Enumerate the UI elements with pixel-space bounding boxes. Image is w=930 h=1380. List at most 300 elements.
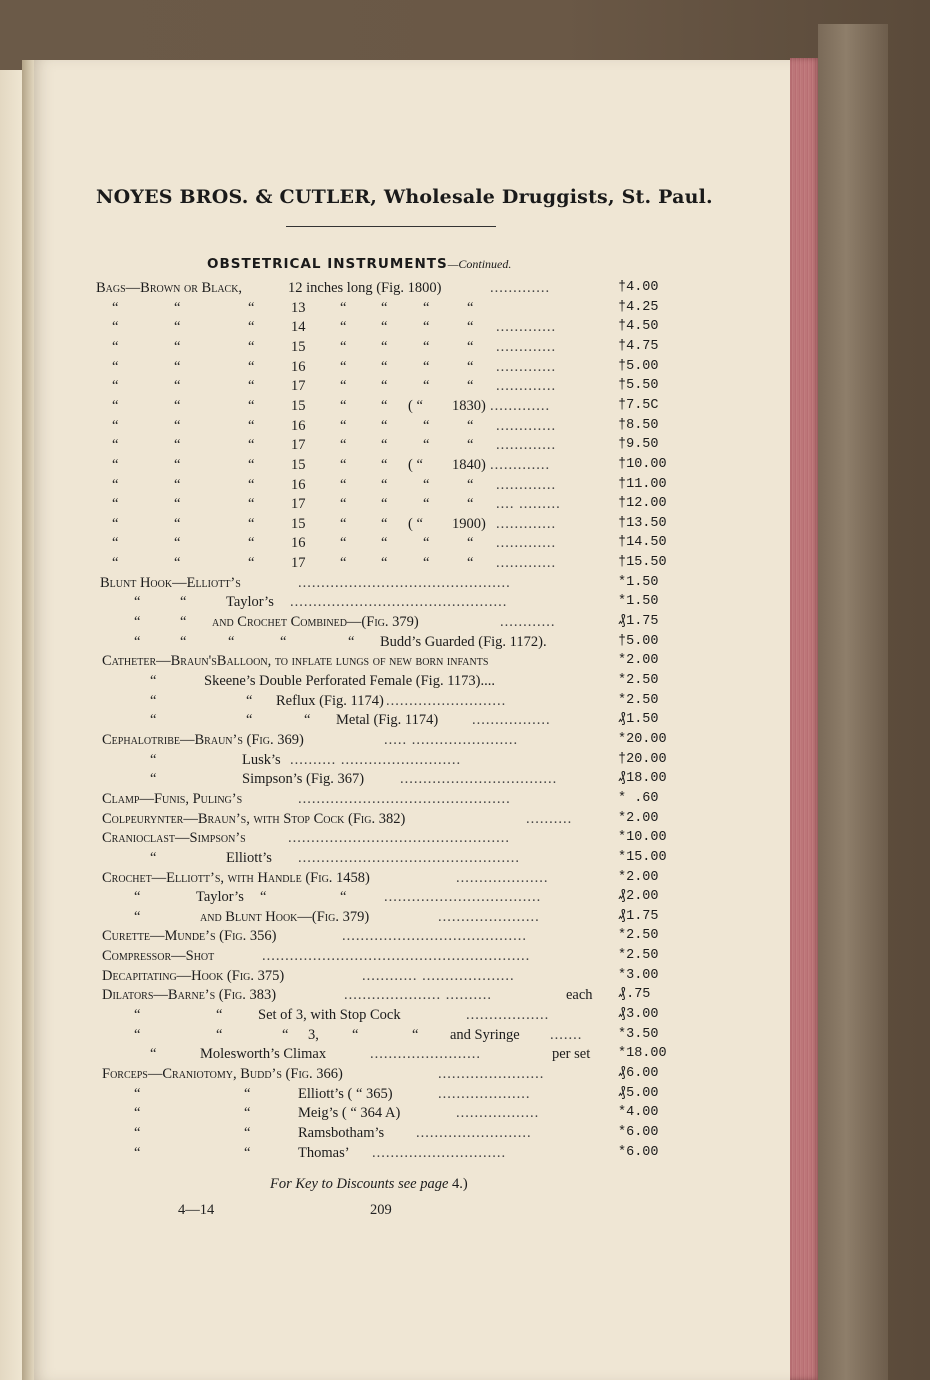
item-price: *2.00 [618,653,659,669]
item-text: “ [340,889,347,906]
item-text: “ [381,555,388,572]
item-text: “ [467,299,474,316]
leader-dots: ............ [500,614,556,631]
item-text: “ [467,319,474,336]
item-price: *18.00 [618,1046,667,1062]
item-text: “ [340,515,347,532]
list-item [0,1145,760,1165]
leader-dots: ............. [490,456,551,473]
item-text: 1830) [452,397,486,414]
item-text: “ [423,417,430,434]
item-text: “ [423,338,430,355]
leader-dots: ............. [490,280,551,296]
item-text: ( “ [408,456,423,473]
list-item [0,1046,760,1066]
item-price: †9.50 [618,437,659,453]
item-text: each [566,987,593,1004]
discount-note-text: For Key to Discounts see page [270,1176,449,1192]
item-text: 15 [291,338,306,355]
item-text: “ [467,417,474,434]
item-text: “ [467,496,474,513]
item-price: †5.00 [618,633,659,649]
item-text: “ [112,358,119,375]
item-text: “ [340,358,347,375]
item-text: “ [150,1046,157,1063]
item-text: Bags—Brown or Black, [96,280,243,296]
leader-dots: .............................................. [298,790,511,807]
item-text: “ [244,1085,251,1102]
item-price: †11.00 [618,476,667,492]
item-text: “ [244,1144,251,1161]
leader-dots: ............. [496,515,557,532]
item-text: “ [174,437,181,454]
item-price: ₰3.00 [618,1007,659,1023]
item-text: Ramsbotham’s [298,1124,385,1141]
list-item [0,378,760,398]
list-item [0,535,760,555]
item-text: “ [381,338,388,355]
list-item [0,752,760,772]
item-text: “ [248,358,255,375]
item-price: †5.00 [618,358,659,374]
item-text: Budd’s Guarded (Fig. 1172). [380,633,547,650]
item-text: “ [174,358,181,375]
item-price: *2.50 [618,692,659,708]
item-text: “ [340,456,347,473]
item-text: “ [174,555,181,572]
item-text: “ [381,535,388,552]
item-price: ₰.75 [618,987,651,1003]
item-text: 12 inches long (Fig. 1800) [288,280,442,296]
item-price: †12.00 [618,496,667,512]
item-text: “ [248,338,255,355]
item-price: *20.00 [618,731,667,747]
leader-dots: ................. [472,712,551,729]
list-item [0,1105,760,1125]
item-text: “ [248,515,255,532]
item-price: ₰1.75 [618,614,659,630]
item-price: *6.00 [618,1124,659,1140]
item-text: “ [381,319,388,336]
item-text: Taylor’s [196,889,244,906]
leader-dots: ................................................ [298,849,520,866]
item-text: “ [280,633,287,650]
leader-dots: ............. [496,555,557,572]
item-text: per set [552,1046,591,1063]
item-text: “ [467,535,474,552]
item-text: “ [134,889,141,906]
item-text: “ [112,378,119,395]
item-text: “ [134,1124,141,1141]
item-text: “ [134,633,141,650]
item-price: *1.50 [618,574,659,590]
item-text: Forceps—Craniotomy, Budd’s (Fig. 366) [102,1066,343,1082]
item-text: “ [134,908,141,925]
item-text: “ [381,417,388,434]
leader-dots: .......................................................... [262,948,531,965]
item-text: “ [134,1085,141,1102]
item-price: ₰6.00 [618,1066,659,1081]
item-text: “ [248,417,255,434]
item-price: *6.00 [618,1144,659,1160]
item-price: *2.50 [618,928,659,944]
item-text: “ [112,535,119,552]
item-text: “ [228,633,235,650]
list-item [0,300,760,320]
list-item [0,693,760,713]
item-text: “ [134,1007,141,1024]
item-text: “ [412,1026,419,1043]
item-price: †8.50 [618,417,659,433]
list-item [0,1027,760,1047]
item-text: “ [216,1007,223,1024]
section-title-text: OBSTETRICAL INSTRUMENTS [207,256,448,272]
leader-dots: ...................... [438,908,540,925]
list-item [0,516,760,536]
list-item [0,594,760,614]
signature-mark: 4—14 [178,1202,215,1218]
item-text: “ [282,1026,289,1043]
item-price: †14.50 [618,535,667,551]
item-text: “ [174,496,181,513]
item-text: Blunt Hook—Elliott’s [100,574,241,591]
leader-dots: .......... .......................... [290,751,462,768]
item-text: Colpeurynter—Braun’s, with Stop Cock (Fig. 382) [102,810,406,827]
item-text: Clamp—Funis, Puling’s [102,790,243,807]
leader-dots: ......................... [416,1124,532,1141]
discount-note [270,1176,468,1193]
leader-dots: ............. [496,437,557,454]
item-text: 17 [291,496,306,513]
item-text: “ [112,456,119,473]
item-price: †4.75 [618,338,659,354]
item-text: “ [112,338,119,355]
item-text: “ [248,378,255,395]
item-text: “ [174,456,181,473]
item-text: 16 [291,535,306,552]
leader-dots: ............ .................... [362,967,515,984]
list-item [0,928,760,948]
list-item [0,712,760,732]
item-text: “ [423,437,430,454]
section-continued: —Continued. [447,257,512,271]
item-text: “ [340,555,347,572]
list-item [0,653,760,673]
list-item [0,339,760,359]
item-text: Molesworth’s Climax [200,1046,327,1063]
discount-note-page: 4.) [452,1176,468,1192]
item-text: “ [340,299,347,316]
item-text: “ [340,437,347,454]
item-text: “ [467,358,474,375]
list-item [0,791,760,811]
list-item [0,477,760,497]
item-text: “ [150,849,157,866]
item-text: 15 [291,456,306,473]
item-text: “ [381,476,388,493]
item-text: “ [134,1144,141,1161]
item-text: “ [340,319,347,336]
list-item [0,968,760,988]
item-text: “ [467,555,474,572]
leader-dots: .................... [456,869,549,886]
item-text: “ [260,889,267,906]
item-text: Set of 3, with Stop Cock [258,1007,401,1024]
list-item [0,850,760,870]
leader-dots: ....................... [438,1066,545,1082]
item-text: 17 [291,437,306,454]
list-item [0,987,760,1007]
item-text: Cranioclast—Simpson’s [102,830,246,847]
item-text: “ [112,476,119,493]
item-text: 13 [291,299,306,316]
item-text: “ [348,633,355,650]
item-price: ₰5.00 [618,1085,659,1101]
item-text: 17 [291,378,306,395]
item-text: “ [248,535,255,552]
item-text: “ [112,496,119,513]
list-item [0,575,760,595]
item-text: “ [248,456,255,473]
item-text: “ [150,771,157,788]
item-text: “ [150,673,157,689]
page-number: 209 [370,1202,392,1218]
item-text: “ [248,437,255,454]
item-text: 16 [291,358,306,375]
item-text: Skeene’s Double Perforated Female (Fig. 1173).... [204,673,496,689]
item-text: “ [423,555,430,572]
item-text: “ [381,378,388,395]
item-text: “ [381,437,388,454]
item-text: “ [423,299,430,316]
leader-dots: .............................................. [298,574,511,591]
list-item [0,830,760,850]
item-text: “ [174,299,181,316]
item-text: “ [174,535,181,552]
item-text: “ [134,1105,141,1122]
item-price: *2.00 [618,810,659,826]
item-text: “ [180,633,187,650]
item-price: *4.00 [618,1105,659,1121]
list-item [0,319,760,339]
list-item [0,614,760,634]
item-price: * .60 [618,790,659,806]
item-text: Curette—Munde’s (Fig. 356) [102,928,277,945]
list-item [0,398,760,418]
item-price: *2.00 [618,869,659,885]
item-text: “ [112,437,119,454]
item-text: “ [423,496,430,513]
item-price: *1.50 [618,594,659,610]
list-item [0,280,760,300]
item-text: “ [423,476,430,493]
list-item [0,457,760,477]
item-text: Cephalotribe—Braun’s (Fig. 369) [102,731,304,748]
item-text: Catheter—Braun'sBalloon, to inflate lungs of new born infants [102,653,489,670]
item-text: Taylor’s [226,594,274,611]
item-text: Crochet—Elliott’s, with Handle (Fig. 1458) [102,869,370,886]
list-item [0,1007,760,1027]
item-text: and Blunt Hook—(Fig. 379) [200,908,370,925]
item-text: “ [340,378,347,395]
item-text: “ [340,397,347,414]
item-price: †5.50 [618,378,659,394]
leader-dots: ............................. [372,1144,507,1161]
item-text: “ [304,712,311,729]
item-text: Dilators—Barne’s (Fig. 383) [102,987,277,1004]
item-text: “ [112,299,119,316]
list-item [0,771,760,791]
leader-dots: .................... [438,1085,531,1102]
item-text: “ [340,417,347,434]
page-fore-edge [790,58,820,1380]
item-text: “ [340,338,347,355]
item-text: “ [246,712,253,729]
item-text: “ [216,1026,223,1043]
list-item [0,889,760,909]
item-price: †15.50 [618,555,667,571]
item-text: “ [467,338,474,355]
list-item [0,359,760,379]
item-text: “ [180,594,187,611]
item-text: “ [174,417,181,434]
item-text: “ [180,614,187,631]
item-price: *10.00 [618,830,667,846]
item-text: “ [112,319,119,336]
item-text: “ [112,555,119,572]
leader-dots: .... ......... [496,496,561,513]
item-text: “ [381,299,388,316]
item-text: “ [134,614,141,631]
item-text: 1840) [452,456,486,473]
item-text: 15 [291,397,306,414]
item-text: “ [248,397,255,414]
item-text: “ [150,692,157,709]
item-text: “ [340,476,347,493]
item-text: 1900) [452,515,486,532]
leader-dots: ..... ....................... [384,731,519,748]
item-text: and Syringe [450,1026,520,1043]
item-price: ₰1.75 [618,908,659,924]
leader-dots: ........................ [370,1046,481,1063]
item-text: “ [134,594,141,611]
list-item [0,1066,760,1086]
item-price: *2.50 [618,673,659,688]
list-item [0,673,760,693]
list-item [0,870,760,890]
list-item [0,1086,760,1106]
item-text: “ [174,378,181,395]
leader-dots: .................. [456,1105,540,1122]
item-text: “ [352,1026,359,1043]
item-text: 16 [291,417,306,434]
leader-dots: ............. [496,319,557,336]
item-price: †13.50 [618,515,667,531]
leader-dots: ............. [496,338,557,355]
item-text: Reflux (Fig. 1174) [276,692,384,709]
item-text: “ [248,496,255,513]
item-text: 15 [291,515,306,532]
item-text: “ [248,476,255,493]
item-price: †4.50 [618,319,659,335]
item-text: “ [244,1124,251,1141]
item-text: “ [423,319,430,336]
leader-dots: .................. [466,1007,550,1024]
item-price: †20.00 [618,751,667,767]
item-text: “ [248,299,255,316]
item-text: “ [134,1026,141,1043]
leader-dots: .......... [526,810,573,827]
leader-dots: ............. [496,535,557,552]
leader-dots: ....... [550,1026,583,1043]
item-text: “ [467,437,474,454]
item-text: “ [174,515,181,532]
item-price: ₰1.50 [618,712,659,728]
leader-dots: .................................. [384,889,542,906]
item-price: *3.00 [618,967,659,983]
list-item [0,909,760,929]
item-text: Simpson’s (Fig. 367) [242,771,365,788]
page-header: NOYES BROS. & CUTLER, Wholesale Druggists, St. Paul. [96,186,713,208]
item-price: *15.00 [618,849,667,865]
item-text: Metal (Fig. 1174) [336,712,439,729]
item-text: Meig’s ( “ 364 A) [298,1105,401,1122]
item-text: “ [112,397,119,414]
list-item [0,437,760,457]
item-text: Compressor—Shot [102,948,215,965]
item-text: 17 [291,555,306,572]
item-text: “ [112,515,119,532]
item-text: 3, [308,1026,319,1043]
item-text: “ [467,378,474,395]
item-text: “ [423,535,430,552]
cover-board [818,24,888,1380]
leader-dots: .................................. [400,771,558,788]
list-item [0,418,760,438]
item-text: “ [150,751,157,768]
item-text: Thomas’ [298,1144,350,1161]
item-text: Elliott’s [226,849,272,866]
item-price: †10.00 [618,456,667,472]
item-text: “ [467,476,474,493]
item-price: †4.00 [618,280,659,295]
item-text: “ [381,496,388,513]
list-item [0,948,760,968]
item-text: “ [340,496,347,513]
item-price: *2.50 [618,948,659,964]
item-price: ₰2.00 [618,889,659,905]
item-text: 16 [291,476,306,493]
list-item [0,732,760,752]
leader-dots: ................................................ [288,830,510,847]
item-text: “ [112,417,119,434]
leader-dots: ............. [496,476,557,493]
list-item [0,634,760,654]
leader-dots: ............. [496,378,557,395]
item-price: ₰18.00 [618,771,667,787]
item-text: “ [244,1105,251,1122]
item-text: “ [174,338,181,355]
item-text: Decapitating—Hook (Fig. 375) [102,967,285,984]
item-text: “ [381,515,388,532]
item-text: Elliott’s ( “ 365) [298,1085,393,1102]
item-text: “ [248,555,255,572]
item-text: ( “ [408,515,423,532]
item-text: “ [248,319,255,336]
leader-dots: ............. [496,358,557,375]
leader-dots: ............. [496,417,557,434]
item-price: †4.25 [618,299,659,315]
